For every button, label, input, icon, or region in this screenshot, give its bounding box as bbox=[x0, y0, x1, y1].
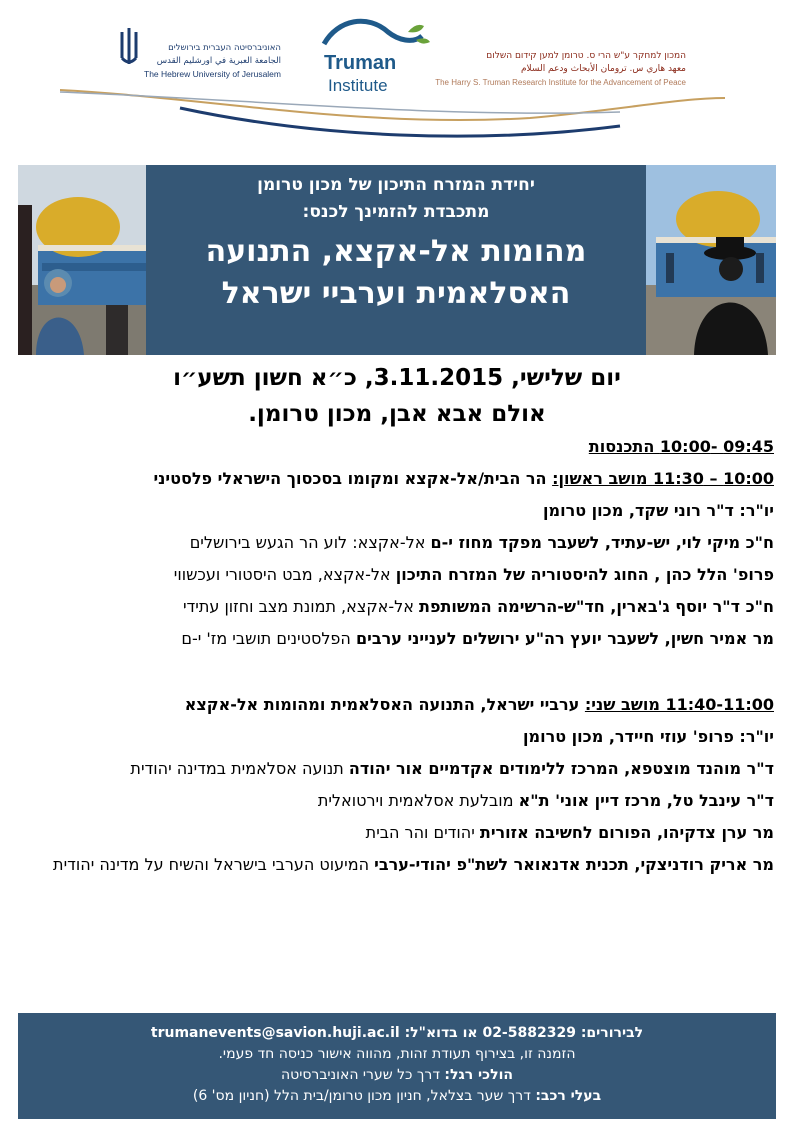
talk-topic: תנועה אסלאמית במדינה יהודית bbox=[130, 759, 349, 778]
talk-topic: אל-אקצא, מבט היסטורי ועכשווי bbox=[173, 565, 396, 584]
pedestrian-value: דרך כל שערי האוניברסיטה bbox=[280, 1067, 445, 1083]
spacer bbox=[20, 660, 774, 694]
session-1-header bbox=[20, 468, 774, 490]
truman-logo-word: Truman bbox=[324, 52, 397, 74]
huji-name-en: The Hebrew University of Jerusalem bbox=[144, 69, 281, 79]
pedestrian-label: הולכי רגל: bbox=[444, 1067, 513, 1083]
event-location: אולם אבא אבן, מכון טרומן. bbox=[248, 401, 546, 427]
contact-line bbox=[18, 1023, 776, 1044]
session-1-chair: יו"ר: ד"ר רוני שקד, מכון טרומן bbox=[543, 501, 774, 520]
info-footer bbox=[18, 1013, 776, 1119]
parking-line bbox=[18, 1086, 776, 1107]
session-1-time: 10:00 – 11:30 מושב ראשון: bbox=[552, 469, 774, 488]
event-date: יום שלישי, 3.11.2015, כ״א חשון תשע״ו bbox=[173, 365, 621, 391]
speaker-name: פרופ' הלל כהן , החוג להיסטוריה של המזרח התיכון bbox=[395, 565, 774, 584]
banner-text bbox=[146, 165, 646, 355]
huji-name-ar: الجامعة العبرية في اورشليم القدس bbox=[156, 56, 281, 66]
program-content bbox=[20, 360, 774, 886]
pedestrian-line bbox=[18, 1065, 776, 1086]
institute-logo-word: Institute bbox=[328, 76, 388, 95]
talk-topic: מובלעת אסלאמית וירטואלית bbox=[317, 791, 519, 810]
conference-title-line2: האסלאמית וערביי ישראל bbox=[221, 276, 571, 311]
speaker-name: מר אריק רודניצקי, תכנית אדנאואר לשת"פ יהודי-ערבי bbox=[374, 855, 774, 874]
list-item bbox=[20, 628, 774, 650]
entry-note: הזמנה זו, בצירוף תעודת זהות, מהווה אישור כניסה חד פעמי. bbox=[218, 1046, 576, 1062]
session-2-time: 11:40-11:00 מושב שני: bbox=[584, 695, 774, 714]
conference-title-line1: מהומות אל-אקצא, התנועה bbox=[205, 234, 587, 269]
list-item bbox=[20, 790, 774, 812]
dome-worshipper-photo bbox=[646, 165, 776, 355]
parking-label: בעלי רכב: bbox=[535, 1088, 602, 1104]
session-2-header bbox=[20, 694, 774, 716]
parking-value: דרך שער בצלאל, חניון מכון טרומן/בית הלל (חניון מס' 6) bbox=[192, 1088, 536, 1104]
list-item bbox=[20, 822, 774, 844]
list-item bbox=[20, 564, 774, 586]
speaker-name: ח"כ מיקי לוי, יש-עתיד, לשעבר מפקד מחוז י-ם bbox=[430, 533, 774, 552]
talk-topic: אל-אקצא, תמונת מצב וחזון עתידי bbox=[182, 597, 420, 616]
speaker-name: ח"כ ד"ר יוסף ג'בארין, חד"ש-הרשימה המשותפת bbox=[419, 597, 774, 616]
list-item bbox=[20, 854, 774, 876]
talk-topic: יהודים והר הבית bbox=[365, 823, 480, 842]
list-item bbox=[20, 596, 774, 618]
dove-icon bbox=[318, 14, 438, 54]
session-2-title: ערביי ישראל, התנועה האסלאמית ומהומות אל-אקצא bbox=[184, 695, 585, 714]
contact-value: 02-5882329 או בדוא"ל: trumanevents@savion.huji.ac.il bbox=[150, 1025, 581, 1041]
truman-name-en: The Harry S. Truman Research Institute for the Advancement of Peace bbox=[435, 78, 686, 87]
truman-name-he: המכון למחקר ע"ש הרי ס. טרומן למען קידום השלום bbox=[486, 51, 686, 61]
talk-topic: המיעוט הערבי בישראל והשיח על מדינה יהודית bbox=[53, 855, 375, 874]
huji-name-he: האוניברסיטה העברית בירושלים bbox=[168, 43, 281, 53]
dome-protest-photo bbox=[18, 165, 146, 355]
logo-header bbox=[0, 0, 794, 165]
organizer-line: יחידת המזרח התיכון של מכון טרומן bbox=[257, 175, 535, 195]
invite-line: מתכבדת להזמינך לכנס: bbox=[302, 202, 490, 222]
registration-time: 09:45 -10:00 התכנסות bbox=[588, 437, 774, 456]
truman-name-ar: معهد هاري س. ترومان الأبحاث ودعم السلام bbox=[520, 64, 686, 74]
talk-topic: הפלסטינים תושבי מז' י-ם bbox=[181, 629, 356, 648]
session-1-title: הר הבית/אל-אקצא ומקומו בסכסוך הישראלי פלסטיני bbox=[153, 469, 553, 488]
menorah-emblem-icon bbox=[118, 28, 140, 68]
title-banner bbox=[18, 165, 776, 355]
contact-label: לבירורים: bbox=[580, 1025, 644, 1041]
swoosh-divider bbox=[60, 78, 730, 148]
list-item bbox=[20, 758, 774, 780]
speaker-name: ד"ר מוהנד מוצטפא, המרכז ללימודים אקדמיים אור יהודה bbox=[348, 759, 774, 778]
speaker-name: מר אמיר חשין, לשעבר יועץ רה"ע ירושלים לענייני ערבים bbox=[355, 629, 774, 648]
session-2-chair: יו"ר: פרופ' עוזי חיידר, מכון טרומן bbox=[523, 727, 774, 746]
talk-topic: אל-אקצא: לוע הר הגעש בירושלים bbox=[189, 533, 431, 552]
speaker-name: מר ערן צדקיהו, הפורום לחשיבה אזורית bbox=[479, 823, 774, 842]
speaker-name: ד"ר עינבל טל, מרכז דיין אוני' ת"א bbox=[518, 791, 774, 810]
list-item bbox=[20, 532, 774, 554]
